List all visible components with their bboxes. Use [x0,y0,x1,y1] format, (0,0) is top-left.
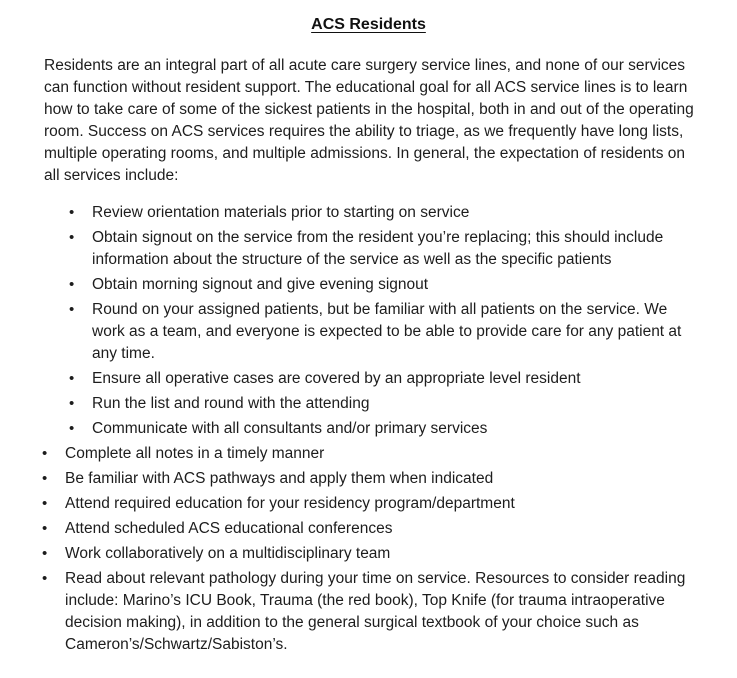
list-item: • Obtain morning signout and give evening signout [0,274,695,296]
list-item: • Work collaboratively on a multidisciplinary team [0,543,695,565]
list-item: • Obtain signout on the service from the resident you’re replacing; this should include information about the structure of the service as well as the specific patients [0,227,695,271]
list-item: • Attend scheduled ACS educational conferences [0,518,695,540]
intro-paragraph: Residents are an integral part of all acute care surgery service lines, and none of our services can function without resident support. The educational goal for all ACS service lines is to learn how to take care of some of the sickest patients in the hospital, both in and out of the operating room. Success on ACS services requires the ability to triage, as we frequently have long lists, multiple operating rooms, and multiple admissions. In general, the expectation of residents on all services include: [44,57,694,184]
list-item: • Be familiar with ACS pathways and apply them when indicated [0,468,695,490]
list-item: • Complete all notes in a timely manner [0,443,695,465]
list-item: • Attend required education for your residency program/department [0,493,695,515]
list-item: • Read about relevant pathology during your time on service. Resources to consider reading include: Marino’s ICU Book, Trauma (the red book), Top Knife (for trauma intraoperative decision making), in addition to the general surgical textbook of your choice such as Cameron’s/Schwartz/Sabiston’s. [0,568,695,656]
list-item: • Ensure all operative cases are covered by an appropriate level resident [0,368,695,390]
document-title: ACS Residents [311,16,426,33]
sub-bullet-list [0,202,737,440]
list-item: • Communicate with all consultants and/or primary services [0,418,695,440]
list-item: • Run the list and round with the attending [0,393,695,415]
list-item: • Review orientation materials prior to starting on service [0,202,695,224]
list-item: • Round on your assigned patients, but be familiar with all patients on the service. We work as a team, and everyone is expected to be able to provide care for any patient at any time. [0,299,695,365]
main-bullet-list [0,443,737,656]
